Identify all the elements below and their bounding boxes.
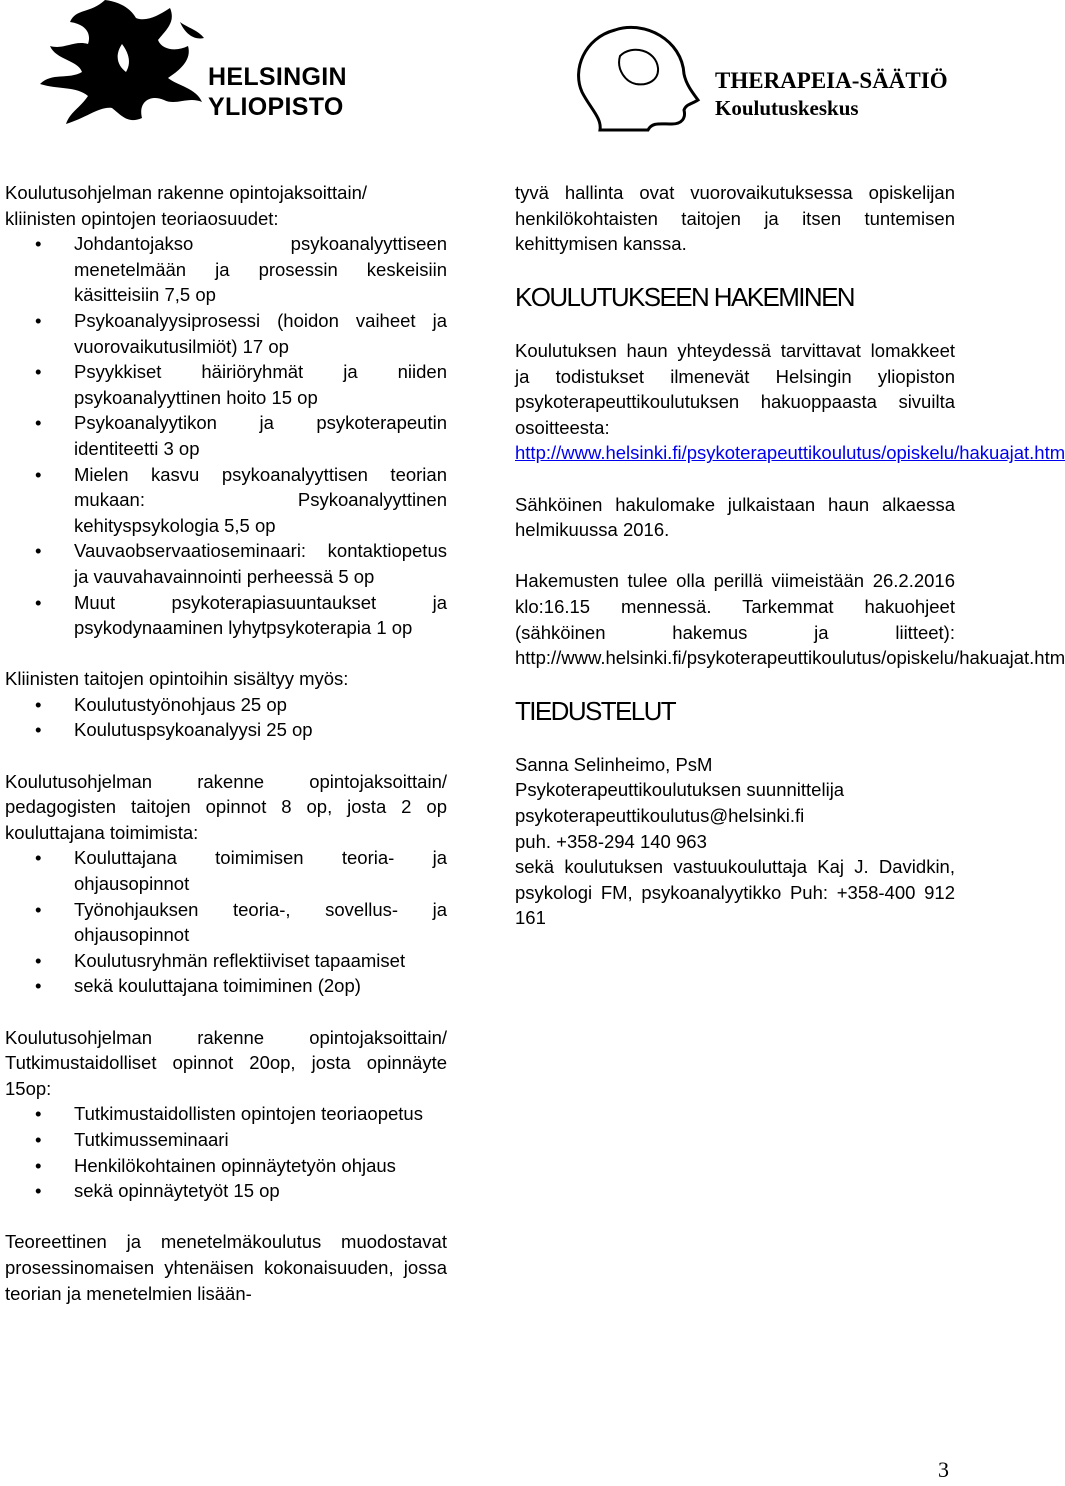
contact-email[interactable]: psykoterapeuttikoulutus@helsinki.fi: [515, 805, 805, 827]
list-item: • Kouluttajana toimimisen teoria- ja ohjausopinnot: [5, 845, 447, 896]
list-item: • Muut psykoterapiasuuntaukset ja psykodynaaminen lyhytpsykoterapia 1 op: [5, 590, 447, 641]
section-heading: Koulutusohjelman rakenne opintojaksoittain/ pedagogisten taitojen opinnot 8 op, josta 2 op kouluttajana toimimista:: [5, 770, 447, 843]
list-item: • Työnohjauksen teoria-, sovellus- ja ohjausopinnot: [5, 897, 447, 948]
list-item: • Psykoanalyytikon ja psykoterapeutin identiteetti 3 op: [5, 410, 447, 461]
body-paragraph: tyvä hallinta ovat vuorovaikutuksessa opiskelijan henkilökohtaisten taitojen ja itsen tuntemisen kehittymisen kanssa.: [515, 182, 955, 255]
list-item: • sekä kouluttajana toimiminen (2op): [5, 973, 447, 999]
page-number: 3: [938, 1457, 949, 1482]
therapeia-logo: [560, 22, 950, 132]
list-item: • Vauvaobservaatioseminaari: kontaktiopetus ja vauvahavainnointi perheessä 5 op: [5, 538, 447, 589]
list-item: • Psykoanalyysiprosessi (hoidon vaiheet ja vuorovaikutusilmiöt) 17 op: [5, 308, 447, 359]
foundation-subtitle: Koulutuskeskus: [715, 96, 859, 120]
section-heading: kliinisten opintojen teoriaosuudet:: [5, 207, 279, 229]
contact-extra: sekä koulutuksen vastuukouluttaja Kaj J. Davidkin, psykologi FM, psykoanalyytikko Puh: +358-400 912 161: [515, 856, 955, 929]
flame-emblem-icon: [30, 0, 205, 125]
helsinki-university-logo: [30, 0, 420, 125]
section-heading: Koulutusohjelman rakenne opintojaksoittain/: [5, 182, 368, 203]
heading-inquiries: TIEDUSTELUT: [515, 696, 676, 727]
foundation-name: THERAPEIA-SÄÄTIÖ: [715, 68, 948, 93]
list-item: • Koulutustyönohjaus 25 op: [5, 692, 447, 718]
application-paragraph: [515, 338, 1065, 466]
contact-phone: puh. +358-294 140 963: [515, 830, 707, 852]
contact-block: [515, 752, 955, 931]
course-list: [5, 845, 447, 999]
university-name: HELSINGIN YLIOPISTO: [208, 63, 347, 121]
left-column: [5, 180, 447, 1306]
list-item: • Tutkimusseminaari: [5, 1127, 447, 1153]
application-link[interactable]: http://www.helsinki.fi/psykoterapeuttikoulutus/opiskelu/hakuajat.htm: [515, 442, 1065, 464]
contact-name: Sanna Selinheimo, PsM: [515, 753, 713, 775]
online-form-paragraph: Sähköinen hakulomake julkaistaan haun alkaessa helmikuussa 2016.: [515, 493, 955, 541]
list-item: • Tutkimustaidollisten opintojen teoriaopetus: [5, 1101, 447, 1127]
list-item: • Johdantojakso psykoanalyyttiseen menetelmään ja prosessin keskeisiin käsitteisiin 7,5 op: [5, 231, 447, 308]
section-research: [5, 1025, 447, 1204]
list-item: • Koulutuspsykoanalyysi 25 op: [5, 717, 447, 743]
course-list: [5, 1101, 447, 1203]
heading-application: KOULUTUKSEEN HAKEMINEN: [515, 282, 854, 313]
list-item: • Henkilökohtainen opinnäytetyön ohjaus: [5, 1153, 447, 1179]
body-paragraph: Teoreettinen ja menetelmäkoulutus muodostavat prosessinomaisen yhtenäisen kokonaisuuden, jossa teorian ja menetelmien lisään-: [5, 1231, 447, 1304]
list-item: • sekä opinnäytetyöt 15 op: [5, 1178, 447, 1204]
list-item: • Koulutusryhmän reflektiiviset tapaamiset: [5, 948, 447, 974]
section-heading: Koulutusohjelman rakenne opintojaksoittain/ Tutkimustaidolliset opinnot 20op, josta opinnäyte 15op:: [5, 1026, 447, 1099]
section-pedagogical: [5, 769, 447, 999]
course-list: [5, 692, 447, 743]
right-column: [515, 180, 1065, 931]
section-heading: Kliinisten taitojen opintoihin sisältyy myös:: [5, 668, 349, 690]
contact-role: Psykoterapeuttikoulutuksen suunnittelija: [515, 779, 845, 801]
list-item: • Psyykkiset häiriöryhmät ja niiden psykoanalyyttinen hoito 15 op: [5, 359, 447, 410]
application-text: Koulutuksen haun yhteydessä tarvittavat lomakkeet ja todistukset ilmenevät Helsingin yliopiston psykoterapeuttikoulutuksen hakuoppaasta sivuilta osoitteesta:: [515, 339, 955, 438]
head-profile-icon: [560, 22, 705, 132]
section-clinical-theory: [5, 180, 447, 641]
deadline-paragraph: Hakemusten tulee olla perillä viimeistään 26.2.2016 klo:16.15 mennessä. Tarkemmat hakuohjeet (sähköinen hakemus ja liitteet): http://www.helsinki.fi/psykoterapeuttikoulutus/opiskelu/hakuajat.htm: [515, 570, 1065, 669]
list-item: • Mielen kasvu psykoanalyyttisen teorian mukaan: Psykoanalyyttinen kehityspsykologia 5,5 op: [5, 462, 447, 539]
course-list: [5, 231, 447, 641]
section-clinical-skills: [5, 666, 447, 743]
